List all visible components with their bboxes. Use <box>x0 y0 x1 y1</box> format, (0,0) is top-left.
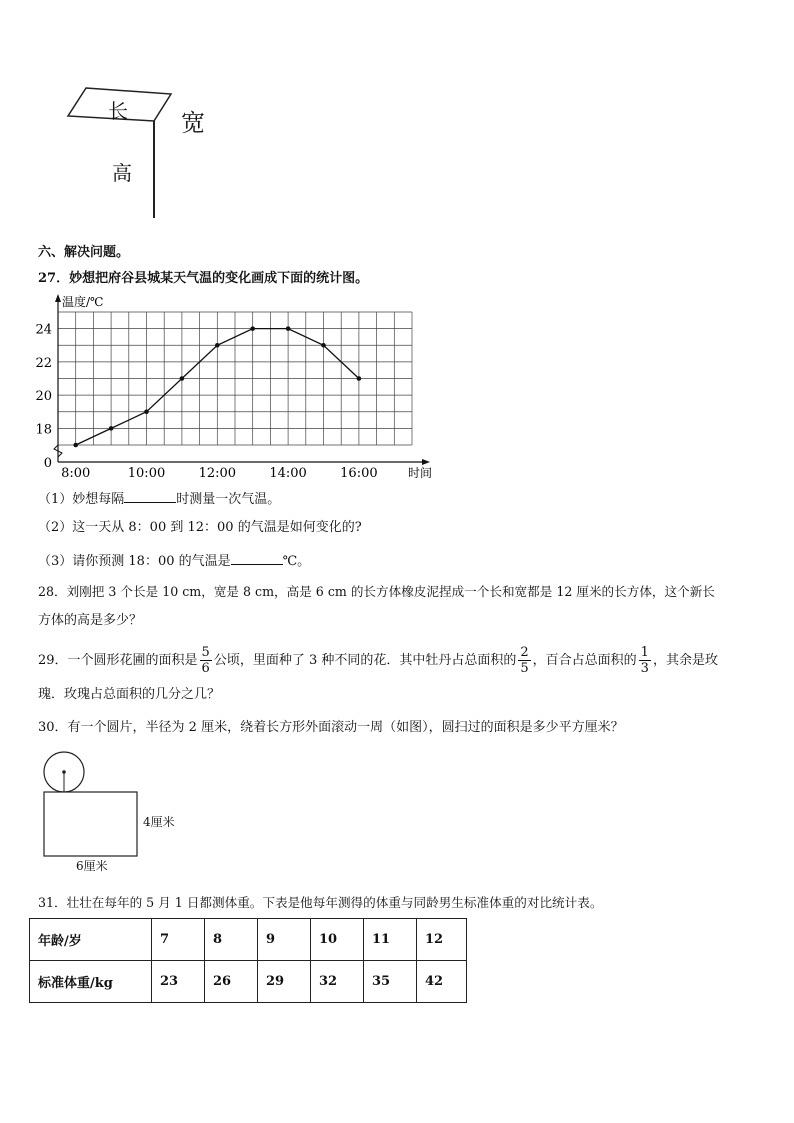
q28-line2: 方体的高是多少？ <box>38 613 143 628</box>
data-point <box>73 443 78 448</box>
table-cell: 32 <box>311 961 364 1003</box>
data-point <box>180 376 185 381</box>
q27-sub3-post: ℃。 <box>282 554 311 569</box>
answer-blank-2[interactable] <box>231 551 283 565</box>
y-axis-label: 温度/℃ <box>62 295 104 309</box>
weight-table <box>29 918 467 1003</box>
rectangle-shape <box>44 792 137 856</box>
q31-stem: 31．壮壮在每年的 5 月 1 日都测体重。下表是他每年测得的体重与同龄男生标准体重的对比统计表。 <box>38 895 603 910</box>
q27-sub1 <box>38 489 280 509</box>
table-cell: 8 <box>205 919 258 961</box>
rect-bottom-label: 6厘米 <box>76 859 108 873</box>
length-label: 长 <box>108 99 128 123</box>
answer-blank-1[interactable] <box>124 489 176 503</box>
y-tick-label: 18 <box>35 422 52 438</box>
q29-part2: 公顷，里面种了 3 种不同的花．其中牡丹占总面积的 <box>213 652 517 668</box>
table-row <box>30 961 467 1003</box>
q29-part3: ，百合占总面积的 <box>532 652 637 668</box>
rolling-circle-diagram <box>38 748 148 860</box>
q27-sub1-pre: （1）妙想每隔 <box>38 492 125 507</box>
x-tick-label: 14:00 <box>269 466 307 481</box>
x-tick-label: 12:00 <box>198 466 237 481</box>
fraction-1-3: $\frac{1}{3}$ <box>640 645 649 676</box>
table-cell: 29 <box>258 961 311 1003</box>
table-cell: 35 <box>364 961 417 1003</box>
fraction-5-6: $\frac{5}{6}$ <box>201 645 210 676</box>
q29-part1: 29．一个圆形花圃的面积是 <box>38 652 198 668</box>
table-cell: 12 <box>417 919 467 961</box>
table-cell: 7 <box>152 919 205 961</box>
temperature-line-chart <box>30 290 450 485</box>
y-tick-label: 0 <box>43 456 52 471</box>
x-tick-label: 16:00 <box>340 466 378 481</box>
y-tick-label: 22 <box>35 355 52 371</box>
box-diagram <box>60 78 230 223</box>
y-tick-label: 20 <box>35 389 52 405</box>
x-axis-arrow <box>422 459 430 465</box>
table-cell: 标准体重/kg <box>30 961 152 1003</box>
data-point <box>144 409 149 414</box>
q29-line2: 瑰．玫瑰占总面积的几分之几？ <box>38 687 221 702</box>
table-cell: 26 <box>205 961 258 1003</box>
data-point <box>286 326 291 331</box>
q27-sub2: （2）这一天从 8：00 到 12：00 的气温是如何变化的? <box>38 520 362 535</box>
x-axis-label: 时间 <box>408 466 433 480</box>
table-cell: 11 <box>364 919 417 961</box>
y-axis-arrow <box>55 294 61 302</box>
fraction-2-5: $\frac{2}{5}$ <box>520 645 529 676</box>
q27-sub3 <box>38 551 310 571</box>
table-row <box>30 919 467 961</box>
q29-line1 <box>38 645 718 676</box>
rect-side-label: 4厘米 <box>143 815 175 829</box>
data-point <box>321 343 326 348</box>
q27-sub3-pre: （3）请你预测 18：00 的气温是 <box>38 554 231 569</box>
height-label: 高 <box>112 161 132 185</box>
data-point <box>215 343 220 348</box>
q30-stem: 30．有一个圆片，半径为 2 厘米，绕着长方形外面滚动一周（如图），圆扫过的面积是多少平方厘米？ <box>38 720 624 735</box>
table-cell: 42 <box>417 961 467 1003</box>
table-cell: 9 <box>258 919 311 961</box>
x-tick-label: 10:00 <box>127 466 166 481</box>
data-point <box>250 326 255 331</box>
q27-stem: 27．妙想把府谷县城某天气温的变化画成下面的统计图。 <box>38 271 369 286</box>
y-tick-label: 24 <box>35 322 52 338</box>
section-heading: 六、解决问题。 <box>38 245 130 260</box>
x-tick-label: 8:00 <box>61 466 91 481</box>
data-point <box>109 426 114 431</box>
q29-part4: ，其余是玫 <box>652 652 718 668</box>
q27-sub1-post: 时测量一次气温。 <box>176 492 281 507</box>
q28-line1: 28．刘刚把 3 个长是 10 cm，宽是 8 cm，高是 6 cm 的长方体橡皮泥捏成一个长和宽都是 12 厘米的长方体，这个新长 <box>38 584 715 599</box>
table-cell: 年龄/岁 <box>30 919 152 961</box>
width-label: 宽 <box>181 109 205 137</box>
table-cell: 23 <box>152 961 205 1003</box>
table-cell: 10 <box>311 919 364 961</box>
data-point <box>357 376 362 381</box>
